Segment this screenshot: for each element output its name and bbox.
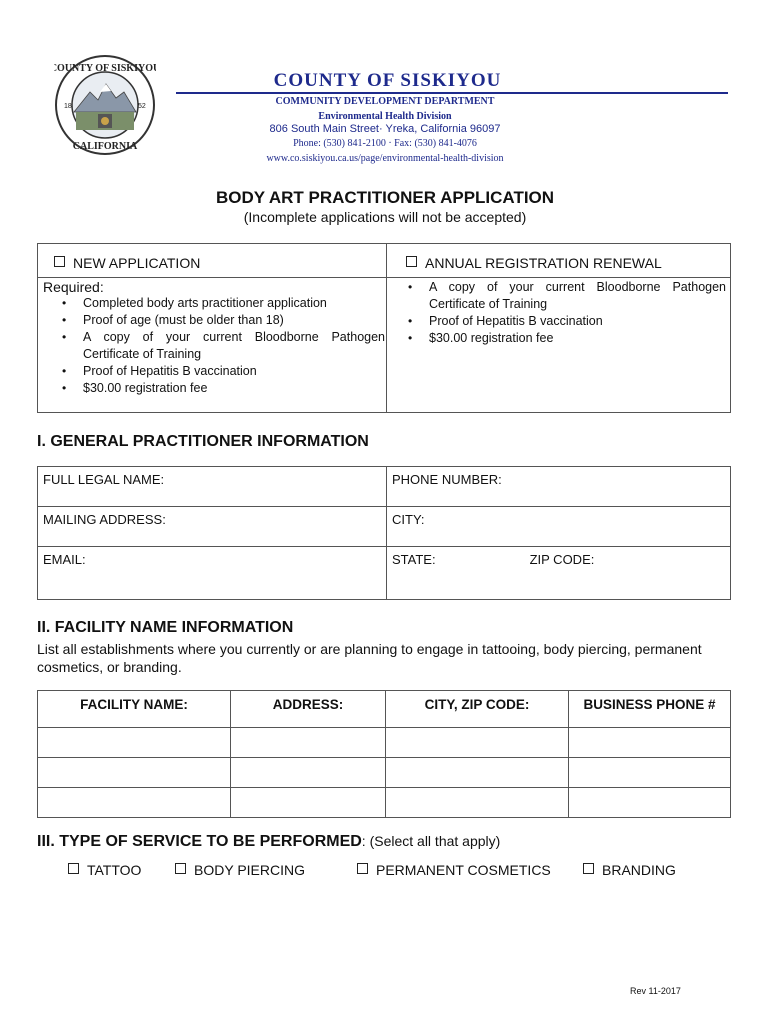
new-application-option[interactable] xyxy=(54,255,200,271)
practitioner-info-table xyxy=(37,466,731,600)
table-cell[interactable] xyxy=(386,758,569,788)
list-item: • $30.00 registration fee xyxy=(55,380,385,397)
body-piercing-option[interactable] xyxy=(175,862,305,878)
form-subtitle: (Incomplete applications will not be accepted) xyxy=(243,209,527,225)
email-field[interactable] xyxy=(38,547,387,600)
revision-label: Rev 11-2017 xyxy=(630,986,681,996)
renewal-option[interactable] xyxy=(406,255,662,271)
tattoo-checkbox[interactable] xyxy=(68,863,79,874)
department-name: COMMUNITY DEVELOPMENT DEPARTMENT xyxy=(275,96,495,107)
tattoo-option[interactable] xyxy=(68,862,141,878)
table-cell[interactable] xyxy=(386,788,569,818)
table-cell[interactable] xyxy=(38,758,231,788)
phone-label: PHONE NUMBER: xyxy=(392,472,502,487)
division-name: Environmental Health Division xyxy=(318,111,452,122)
table-cell[interactable] xyxy=(569,788,731,818)
new-application-checkbox[interactable] xyxy=(54,256,65,267)
mailing-address-field[interactable] xyxy=(38,507,387,547)
list-item: • Proof of Hepatitis B vaccination xyxy=(401,313,726,330)
list-item: • A copy of your current Bloodborne Pathogen Certificate of Training xyxy=(55,329,385,363)
state-label: STATE: xyxy=(392,552,436,567)
section-3-heading: III. TYPE OF SERVICE TO BE PERFORMED xyxy=(37,833,362,850)
required-label: Required: xyxy=(43,279,104,295)
city-label: CITY: xyxy=(392,512,425,527)
section-3-heading-line xyxy=(37,833,500,851)
new-requirements-list xyxy=(55,295,385,397)
full-name-label: FULL LEGAL NAME: xyxy=(43,472,165,487)
permanent-cosmetics-checkbox[interactable] xyxy=(357,863,368,874)
table-cell[interactable] xyxy=(569,758,731,788)
phone-fax: Phone: (530) 841-2100 · Fax: (530) 841-4076 xyxy=(293,138,477,149)
facility-table xyxy=(37,690,731,818)
section-1-heading: I. GENERAL PRACTITIONER INFORMATION xyxy=(37,433,369,450)
seal-top-text: COUNTY OF SISKIYOU xyxy=(54,63,156,74)
body-piercing-checkbox[interactable] xyxy=(175,863,186,874)
website-link[interactable]: www.co.siskiyou.ca.us/page/environmental-health-division xyxy=(266,153,504,164)
branding-label: BRANDING xyxy=(602,862,676,878)
table-cell[interactable] xyxy=(231,728,386,758)
mailing-address-label: MAILING ADDRESS: xyxy=(43,512,166,527)
list-item: • Proof of Hepatitis B vaccination xyxy=(55,363,385,380)
table-row xyxy=(38,728,731,758)
header-rule xyxy=(176,92,728,94)
section-3-note: : (Select all that apply) xyxy=(361,833,501,849)
table-cell[interactable] xyxy=(386,728,569,758)
full-name-field[interactable] xyxy=(38,467,387,507)
permanent-cosmetics-option[interactable] xyxy=(357,862,551,878)
office-address: 806 South Main Street· Yreka, California 96097 xyxy=(269,123,501,135)
table-cell[interactable] xyxy=(231,788,386,818)
seal-year-left: 18 xyxy=(64,103,72,110)
section-2-description: List all establishments where you currently or are planning to engage in tattooing, body piercing, permanent cosmetics, or branding. xyxy=(37,641,702,675)
city-zip-header: CITY, ZIP CODE: xyxy=(386,691,569,728)
list-item: • A copy of your current Bloodborne Pathogen Certificate of Training xyxy=(401,279,726,313)
business-phone-header: BUSINESS PHONE # xyxy=(569,691,731,728)
phone-field[interactable] xyxy=(387,467,731,507)
form-title: BODY ART PRACTITIONER APPLICATION xyxy=(215,188,555,207)
branding-option[interactable] xyxy=(583,862,676,878)
renewal-requirements-list xyxy=(401,279,726,347)
table-row xyxy=(38,788,731,818)
branding-checkbox[interactable] xyxy=(583,863,594,874)
list-item: • Completed body arts practitioner application xyxy=(55,295,385,312)
seal-bottom-text: CALIFORNIA xyxy=(72,141,138,152)
body-piercing-label: BODY PIERCING xyxy=(194,862,305,878)
table-cell[interactable] xyxy=(38,788,231,818)
facility-name-header: FACILITY NAME: xyxy=(38,691,231,728)
tattoo-label: TATTOO xyxy=(87,862,142,878)
zip-label: ZIP CODE: xyxy=(529,552,595,567)
table-cell[interactable] xyxy=(569,728,731,758)
city-field[interactable] xyxy=(387,507,731,547)
list-item: • Proof of age (must be older than 18) xyxy=(55,312,385,329)
seal-year-right: 52 xyxy=(138,103,146,110)
application-type-box xyxy=(37,243,731,413)
new-application-label: NEW APPLICATION xyxy=(73,255,201,271)
address-header: ADDRESS: xyxy=(231,691,386,728)
list-item: • $30.00 registration fee xyxy=(401,330,726,347)
email-label: EMAIL: xyxy=(43,552,86,567)
table-row xyxy=(38,758,731,788)
renewal-checkbox[interactable] xyxy=(406,256,417,267)
renewal-label: ANNUAL REGISTRATION RENEWAL xyxy=(425,255,662,271)
state-zip-field[interactable] xyxy=(387,547,731,600)
permanent-cosmetics-label: PERMANENT COSMETICS xyxy=(376,862,551,878)
table-cell[interactable] xyxy=(231,758,386,788)
county-title: COUNTY OF SISKIYOU xyxy=(273,70,502,91)
table-cell[interactable] xyxy=(38,728,231,758)
section-2-heading: II. FACILITY NAME INFORMATION xyxy=(37,619,294,636)
